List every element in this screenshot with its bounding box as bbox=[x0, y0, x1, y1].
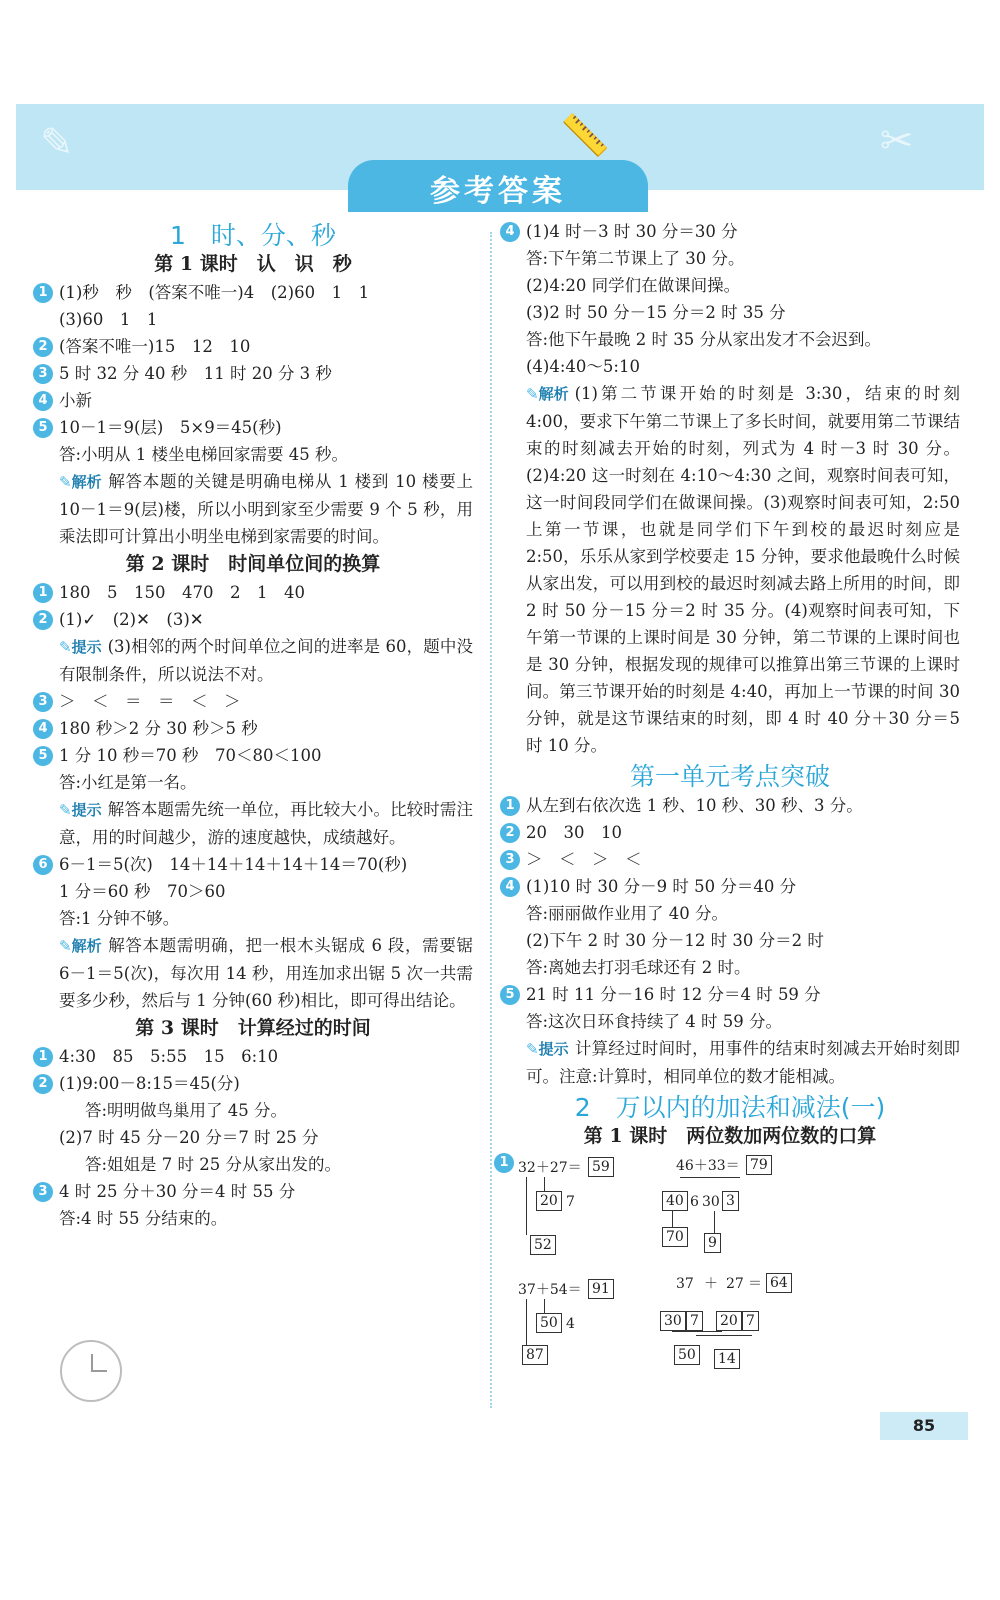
answer-item: 1 (1)秒 秒 (答案不唯一)4 (2)60 1 1 bbox=[33, 279, 473, 306]
equation: 32＋27＝ bbox=[518, 1160, 582, 1176]
answer-box: 79 bbox=[746, 1155, 772, 1175]
answer-box: 20 bbox=[716, 1311, 742, 1331]
lesson-title: 第 1 课时 认 识 秒 bbox=[154, 253, 352, 275]
answer-item: 2 (答案不唯一)15 12 10 bbox=[33, 333, 473, 360]
answer-box: 70 bbox=[662, 1227, 688, 1247]
question-number: 3 bbox=[33, 364, 53, 384]
analysis-tag: ✎解析 bbox=[526, 385, 569, 403]
connector-line bbox=[680, 1177, 740, 1178]
hint-tag: ✎提示 bbox=[59, 638, 102, 656]
answer-item: 4 小新 bbox=[33, 387, 473, 414]
answer-box: 20 bbox=[536, 1191, 562, 1211]
pencil-icon: ✎ bbox=[526, 1040, 539, 1058]
left-column bbox=[33, 218, 473, 1232]
answer-box: 59 bbox=[588, 1157, 614, 1177]
answer-text: 4 bbox=[566, 1316, 575, 1332]
analysis-tag: ✎解析 bbox=[59, 937, 102, 955]
connector-line bbox=[672, 1211, 673, 1227]
answer-box: 7 bbox=[686, 1311, 703, 1331]
page-number: 85 bbox=[880, 1412, 968, 1440]
answer-box: 52 bbox=[530, 1235, 556, 1255]
connector-line bbox=[526, 1177, 527, 1235]
clock-icon bbox=[60, 1340, 122, 1402]
answer-box: 3 bbox=[722, 1191, 739, 1211]
answer-text: 6 bbox=[690, 1194, 699, 1210]
equation-term: ＋ bbox=[704, 1276, 718, 1292]
answer-line: 答:小明从 1 楼坐电梯回家需要 45 秒。 bbox=[59, 445, 349, 464]
question-number: 1 bbox=[33, 283, 53, 303]
answer-box: 7 bbox=[742, 1311, 759, 1331]
answer-box: 30 bbox=[660, 1311, 686, 1331]
answer-box: 50 bbox=[536, 1313, 562, 1333]
answer-box: 64 bbox=[766, 1273, 792, 1293]
hint-note: ✎提示 解答本题需先统一单位，再比较大小。比较时需注意，用的时间越少，游的速度越快，成绩越好。 bbox=[33, 796, 473, 851]
pencil-icon: ✎ bbox=[59, 638, 72, 656]
answer-box: 50 bbox=[674, 1345, 700, 1365]
answer-text: 7 bbox=[566, 1194, 575, 1210]
analysis-tag: ✎解析 bbox=[59, 473, 102, 491]
answer-line: 答:他下午最晚 2 时 35 分从家出发才不会迟到。 bbox=[526, 330, 882, 349]
answer-line: 答:这次日环食持续了 4 时 59 分。 bbox=[526, 1012, 783, 1031]
question-number: 3 bbox=[33, 692, 53, 712]
section-title: 第一单元考点突破 bbox=[629, 762, 830, 791]
answer-line: (2)7 时 45 分－20 分＝7 时 25 分 bbox=[59, 1128, 319, 1147]
answer-item: 3 4 时 25 分＋30 分＝4 时 55 分 bbox=[33, 1178, 473, 1205]
answer-item: 3 ＞ ＜ ＞ ＜ bbox=[500, 846, 960, 873]
question-number: 2 bbox=[33, 337, 53, 357]
page-title: 参考答案 bbox=[430, 174, 566, 209]
connector-line bbox=[544, 1299, 545, 1313]
lesson-title: 第 1 课时 两位数加两位数的口算 bbox=[583, 1125, 877, 1147]
answer-item: 2 (1)9:00－8:15＝45(分) bbox=[33, 1070, 473, 1097]
answer-item: 5 1 分 10 秒＝70 秒 70＜80＜100 bbox=[33, 742, 473, 769]
connector-line bbox=[526, 1299, 527, 1345]
question-number: 4 bbox=[500, 222, 520, 242]
answer-box: 40 bbox=[662, 1191, 688, 1211]
analysis-note: ✎解析 解答本题需明确，把一根木头锯成 6 段，需要锯 6－1＝5(次)，每次用 14 秒，用连加求出锯 5 次一共需要多少秒，然后与 1 分钟(60 秒)相比，即可得出结论。 bbox=[33, 932, 473, 1014]
calculation-diagrams bbox=[500, 1151, 960, 1381]
answer-line: (3)60 1 1 bbox=[59, 310, 158, 329]
equation: 37＋54＝ bbox=[518, 1282, 582, 1298]
pencil-icon: ✎ bbox=[526, 385, 539, 403]
question-number: 4 bbox=[33, 719, 53, 739]
answer-line: 答:下午第二节课上了 30 分。 bbox=[526, 249, 745, 268]
question-number: 2 bbox=[33, 1074, 53, 1094]
hint-note: ✎提示 (3)相邻的两个时间单位之间的进率是 60，题中没有限制条件，所以说法不对。 bbox=[33, 633, 473, 688]
answer-line: 答:明明做鸟巢用了 45 分。 bbox=[85, 1101, 288, 1120]
answer-item: 4 (1)4 时－3 时 30 分＝30 分 bbox=[500, 218, 960, 245]
analysis-note: ✎解析 (1)第二节课开始的时刻是 3:30，结束的时刻 4:00，要求下午第二节课上了多长时间，就要用第二节课结束的时刻减去开始的时刻，列式为 4 时－3 时 30 分。(2)4:20 这一时刻在 4:10～4:30 之间，观察时间表可知，这一时间段同学们在做课间操。(3)观察时间表可知，2:50 上第一节课，也就是同学们下午到校的最迟时刻应是 2:50，乐乐从家到学校要走 15 分钟，要求他最晚什么时候从家出发，可以用到校的最迟时刻减去路上所用的时间，即 2 时 50 分－15 分＝2 时 35 分。(4)观察时间表可知，下午第一节课的上课时间是 30 分钟，第二节课的上课时间也是 30 分钟，根据发现的规律可以推算出第三节课的上课时间。第三节课开始的时刻是 4:40，再加上一节课的时间 30 分钟，就是这节课结束的时刻，即 4 时 40 分＋30 分＝5 时 10 分。 bbox=[500, 380, 960, 759]
question-number: 5 bbox=[500, 985, 520, 1005]
answer-box: 14 bbox=[714, 1349, 740, 1369]
answer-box: 9 bbox=[704, 1233, 721, 1253]
answer-item: 6 6－1＝5(次) 14＋14＋14＋14＋14＝70(秒) bbox=[33, 851, 473, 878]
equation-term: 27 bbox=[726, 1276, 744, 1292]
equation: 46＋33＝ bbox=[676, 1158, 740, 1174]
pencil-icon: ✎ bbox=[59, 801, 72, 819]
unit-title: 1 时、分、秒 bbox=[170, 221, 336, 250]
answer-line: 答:姐姐是 7 时 25 分从家出发的。 bbox=[85, 1155, 342, 1174]
equation-term: 37 bbox=[676, 1276, 694, 1292]
answer-item: 3 5 时 32 分 40 秒 11 时 20 分 3 秒 bbox=[33, 360, 473, 387]
clock-hand bbox=[91, 1370, 107, 1372]
answer-item: 2 20 30 10 bbox=[500, 819, 960, 846]
pencil-icon: ✎ bbox=[59, 473, 72, 491]
question-number: 1 bbox=[494, 1153, 514, 1173]
answer-line: (2)4:20 同学们在做课间操。 bbox=[526, 276, 741, 295]
answer-item: 1 4:30 85 5:55 15 6:10 bbox=[33, 1043, 473, 1070]
answer-item: 4 180 秒＞2 分 30 秒＞5 秒 bbox=[33, 715, 473, 742]
answer-line: (3)2 时 50 分－15 分＝2 时 35 分 bbox=[526, 303, 786, 322]
pencil-icon: ✎ bbox=[40, 120, 74, 166]
equation-term: ＝ bbox=[748, 1276, 762, 1292]
connector-line bbox=[696, 1335, 752, 1336]
answer-line: 答:离她去打羽毛球还有 2 时。 bbox=[526, 958, 751, 977]
question-number: 3 bbox=[500, 850, 520, 870]
unit-title: 2 万以内的加法和减法(一) bbox=[574, 1093, 886, 1122]
right-column bbox=[500, 218, 960, 1381]
answer-line: 答:1 分钟不够。 bbox=[59, 909, 180, 928]
ruler-icon: 📏 bbox=[560, 113, 610, 159]
question-number: 6 bbox=[33, 855, 53, 875]
question-number: 2 bbox=[33, 610, 53, 630]
answer-line: 答:丽丽做作业用了 40 分。 bbox=[526, 904, 729, 923]
question-number: 1 bbox=[500, 796, 520, 816]
scissors-icon: ✂ bbox=[880, 118, 914, 164]
answer-item: 5 21 时 11 分－16 时 12 分＝4 时 59 分 bbox=[500, 981, 960, 1008]
answer-line: 答:4 时 55 分结束的。 bbox=[59, 1209, 228, 1228]
lesson-title: 第 2 课时 时间单位间的换算 bbox=[125, 553, 381, 575]
question-number: 3 bbox=[33, 1182, 53, 1202]
connector-line bbox=[672, 1331, 722, 1332]
answer-text: 30 bbox=[702, 1194, 720, 1210]
question-number: 4 bbox=[33, 391, 53, 411]
connector-line bbox=[544, 1177, 545, 1191]
question-number: 2 bbox=[500, 823, 520, 843]
hint-tag: ✎提示 bbox=[526, 1040, 569, 1058]
hint-tag: ✎提示 bbox=[59, 801, 102, 819]
answer-item: 4 (1)10 时 30 分－9 时 50 分＝40 分 bbox=[500, 873, 960, 900]
question-number: 5 bbox=[33, 746, 53, 766]
question-number: 1 bbox=[33, 1047, 53, 1067]
answer-item: 3 ＞ ＜ ＝ ＝ ＜ ＞ bbox=[33, 688, 473, 715]
pencil-icon: ✎ bbox=[59, 937, 72, 955]
answer-item: 2 (1)✓ (2)✕ (3)✕ bbox=[33, 606, 473, 633]
answer-line: (4)4:40～5:10 bbox=[526, 357, 640, 376]
question-number: 4 bbox=[500, 877, 520, 897]
answer-box: 91 bbox=[588, 1279, 614, 1299]
answer-box: 87 bbox=[522, 1345, 548, 1365]
answer-line: 答:小红是第一名。 bbox=[59, 773, 197, 792]
question-number: 5 bbox=[33, 418, 53, 438]
connector-line bbox=[714, 1211, 715, 1233]
lesson-title: 第 3 课时 计算经过的时间 bbox=[135, 1017, 371, 1039]
column-divider bbox=[490, 232, 492, 1408]
hint-note: ✎提示 计算经过时间时，用事件的结束时刻减去开始时刻即可。注意:计算时，相同单位的数才能相减。 bbox=[500, 1035, 960, 1090]
answer-line: 1 分＝60 秒 70＞60 bbox=[59, 882, 226, 901]
answer-item: 1 从左到右依次选 1 秒、10 秒、30 秒、3 分。 bbox=[500, 792, 960, 819]
answer-item: 5 10－1＝9(层) 5×9＝45(秒) bbox=[33, 414, 473, 441]
answer-line: (2)下午 2 时 30 分－12 时 30 分＝2 时 bbox=[526, 931, 824, 950]
answer-item: 1 180 5 150 470 2 1 40 bbox=[33, 579, 473, 606]
question-number: 1 bbox=[33, 583, 53, 603]
analysis-note: ✎解析 解答本题的关键是明确电梯从 1 楼到 10 楼要上 10－1＝9(层)楼，所以小明到家至少需要 9 个 5 秒，用乘法即可计算出小明坐电梯到家需要的时间。 bbox=[33, 468, 473, 550]
